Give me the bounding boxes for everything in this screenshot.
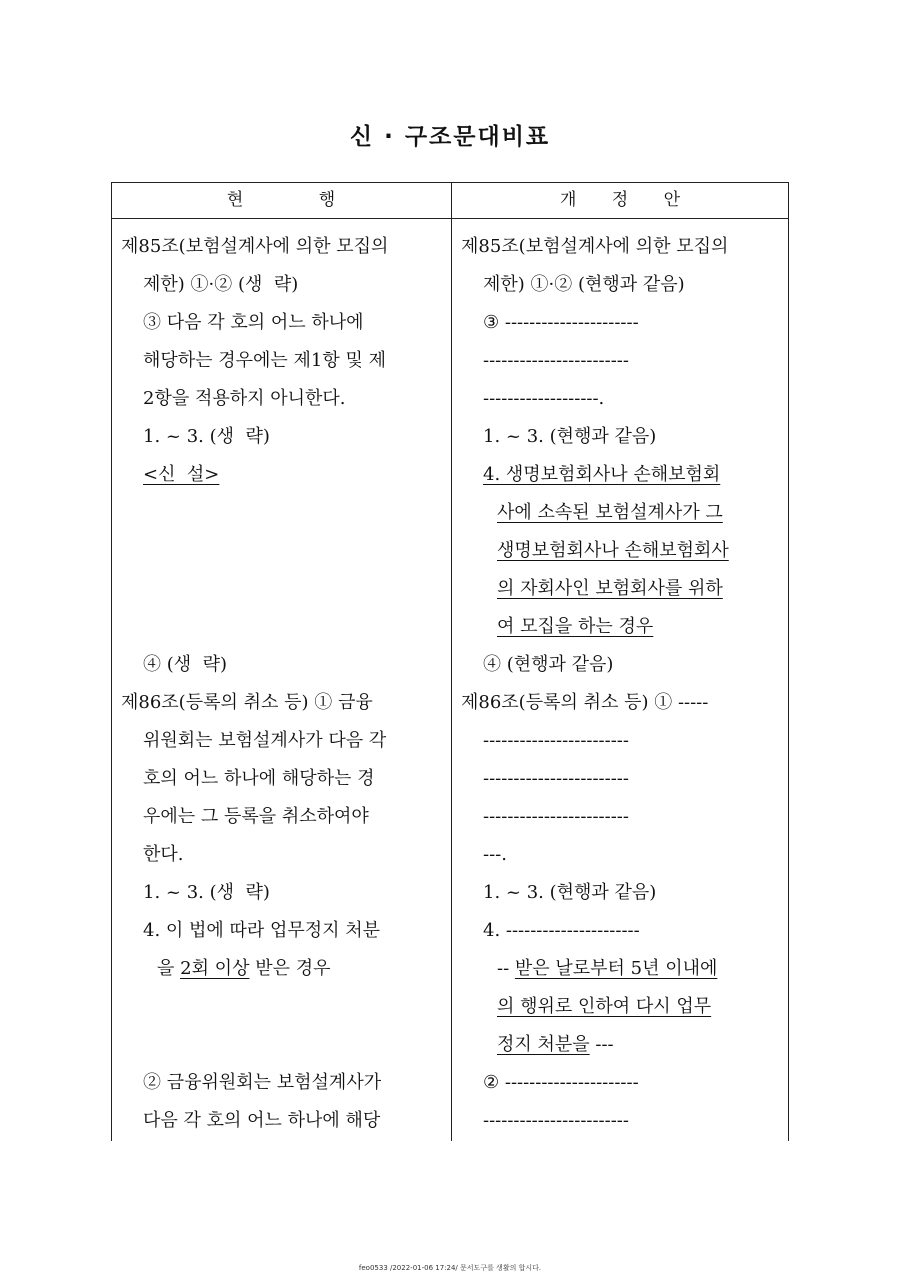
left_lines-line (143, 570, 443, 608)
left_lines-line (143, 1026, 443, 1064)
left_lines-line-text: 1. ~ 3. (생 략) (143, 882, 270, 903)
right_lines-line-text: 제85조(보험설계사에 의한 모집의 (461, 236, 729, 257)
left_lines-line (121, 684, 443, 722)
left_lines-line-text: 2항을 적용하지 아니한다. (143, 388, 346, 409)
right_lines-line (483, 836, 783, 874)
right_lines-line-text: ② ---------------------- (483, 1072, 639, 1093)
left_lines-line (143, 608, 443, 646)
left_lines-line (143, 494, 443, 532)
left_lines-line-text: 1. ~ 3. (생 략) (143, 426, 270, 447)
right_lines-line-segment: 받은 날로부터 5년 이내에 (514, 958, 718, 979)
right_lines-line-text: -------------------. (483, 388, 605, 409)
left_lines-line (143, 1064, 443, 1102)
right_lines-line-text: 의 자회사인 보험회사를 위하 (497, 578, 723, 599)
right_lines-line (497, 608, 783, 646)
left_lines-line-text: ② 금융위원회는 보험설계사가 (143, 1072, 382, 1093)
table-header-divider (111, 218, 789, 219)
left_lines-line (143, 912, 443, 950)
left_lines-line-text: ④ (생 략) (143, 654, 227, 675)
header-current-char-1: 현 (226, 190, 244, 210)
right_lines-line (497, 494, 783, 532)
left_lines-line-text: 우에는 그 등록을 취소하여야 (143, 806, 369, 827)
right_lines-line-text: 제86조(등록의 취소 등) ① ----- (461, 692, 709, 713)
left_lines-line (143, 418, 443, 456)
right_lines-line (483, 342, 783, 380)
left_lines-line-text: 제85조(보험설계사에 의한 모집의 (121, 236, 389, 257)
left_lines-line-text: 한다. (143, 844, 184, 865)
right_lines-line (483, 1102, 783, 1140)
right_lines-line-text: ------------------------ (483, 768, 629, 789)
table-left-border (111, 182, 112, 1141)
right_lines-line-text: 사에 소속된 보험설계사가 그 (497, 502, 723, 523)
left_lines-line (143, 836, 443, 874)
right_lines-line-text: ------------------------ (483, 1110, 629, 1131)
right_lines-line-text: ------------------------ (483, 350, 629, 371)
right_lines-line (497, 532, 783, 570)
left_lines-line-text: 해당하는 경우에는 제1항 및 제 (143, 350, 386, 371)
left_lines-line (143, 798, 443, 836)
right_lines-line (461, 228, 783, 266)
header-proposed (452, 182, 788, 218)
right_lines-line-text: ------------------------ (483, 730, 629, 751)
left_lines-line (143, 760, 443, 798)
right_lines-line-text: ④ (현행과 같음) (483, 654, 614, 675)
right_lines-line (461, 684, 783, 722)
header-current (111, 182, 451, 218)
header-proposed-char-3: 안 (663, 190, 681, 210)
right_lines-line-segment: --- (589, 1034, 614, 1055)
left_lines-line-text: 제86조(등록의 취소 등) ① 금융 (121, 692, 373, 713)
right_lines-line-text: 의 행위로 인하여 다시 업무 (497, 996, 712, 1017)
left_lines-line-text: 호의 어느 하나에 해당하는 경 (143, 768, 375, 789)
left_lines-line-segment: 을 (157, 958, 181, 979)
left_lines-line (143, 1102, 443, 1140)
right_lines-line (483, 304, 783, 342)
left_lines-line (143, 380, 443, 418)
page-title: 신 · 구조문대비표 (349, 124, 551, 150)
right_lines-line (483, 874, 783, 912)
right_lines-line (483, 380, 783, 418)
left_lines-line-text: <신 설> (143, 464, 220, 485)
right_lines-line-text: ---. (483, 844, 507, 865)
right_lines-line-text: 4. ---------------------- (483, 920, 640, 941)
left_lines-line (143, 342, 443, 380)
right_lines-line-text: 1. ~ 3. (현행과 같음) (483, 426, 657, 447)
right_lines-line (497, 570, 783, 608)
table-center-divider (451, 182, 452, 1141)
left_lines-line-segment: 2회 이상 (180, 958, 250, 979)
right_lines-line-text: 4. 생명보험회사나 손해보험회 (483, 464, 721, 485)
left_lines-line (143, 266, 443, 304)
right_lines-line-text: 1. ~ 3. (현행과 같음) (483, 882, 657, 903)
left_lines-line (143, 304, 443, 342)
right_lines-line-text: ③ ---------------------- (483, 312, 639, 333)
left_lines-line (157, 950, 443, 988)
header-proposed-char-1: 개 (559, 190, 577, 210)
right_lines-line (497, 950, 783, 988)
left_lines-line (143, 646, 443, 684)
right_lines-line (483, 760, 783, 798)
right_lines-line (483, 266, 783, 304)
header-current-char-2: 행 (318, 190, 336, 210)
right_lines-line (497, 1026, 783, 1064)
right_lines-line (497, 988, 783, 1026)
left_lines-line (143, 722, 443, 760)
page-footer: feo0533 /2022-01-06 17:24/ 문서도구를 생활의 합시다. (358, 1264, 542, 1272)
left_lines-line (143, 874, 443, 912)
right_lines-line (483, 912, 783, 950)
left_lines-line-segment: 받은 경우 (249, 958, 331, 979)
left_lines-line (143, 456, 443, 494)
right_lines-line-segment: 정지 처분을 (497, 1034, 590, 1055)
left_lines-line (143, 532, 443, 570)
left_lines-line-text: ③ 다음 각 호의 어느 하나에 (143, 312, 364, 333)
right_lines-line (483, 1064, 783, 1102)
right_lines-line-text: 제한) ①·② (현행과 같음) (483, 274, 685, 295)
right_lines-line-text: 여 모집을 하는 경우 (497, 616, 654, 637)
left_lines-line (121, 228, 443, 266)
left_lines-line-text: 제한) ①·② (생 략) (143, 274, 299, 295)
left_lines-line-text: 4. 이 법에 따라 업무정지 처분 (143, 920, 381, 941)
header-proposed-char-2: 정 (611, 190, 629, 210)
left_lines-line-text: 다음 각 호의 어느 하나에 해당 (143, 1110, 381, 1131)
right_lines-line (483, 722, 783, 760)
left_lines-line (143, 988, 443, 1026)
right_lines-line-text: ------------------------ (483, 806, 629, 827)
right_lines-line-text: 생명보험회사나 손해보험회사 (497, 540, 729, 561)
right_lines-line-segment: -- (497, 958, 515, 979)
right_lines-line (483, 798, 783, 836)
right_lines-line (483, 456, 783, 494)
right_lines-line (483, 646, 783, 684)
right_lines-line (483, 418, 783, 456)
left_lines-line-text: 위원회는 보험설계사가 다음 각 (143, 730, 387, 751)
table-right-border (788, 182, 789, 1141)
